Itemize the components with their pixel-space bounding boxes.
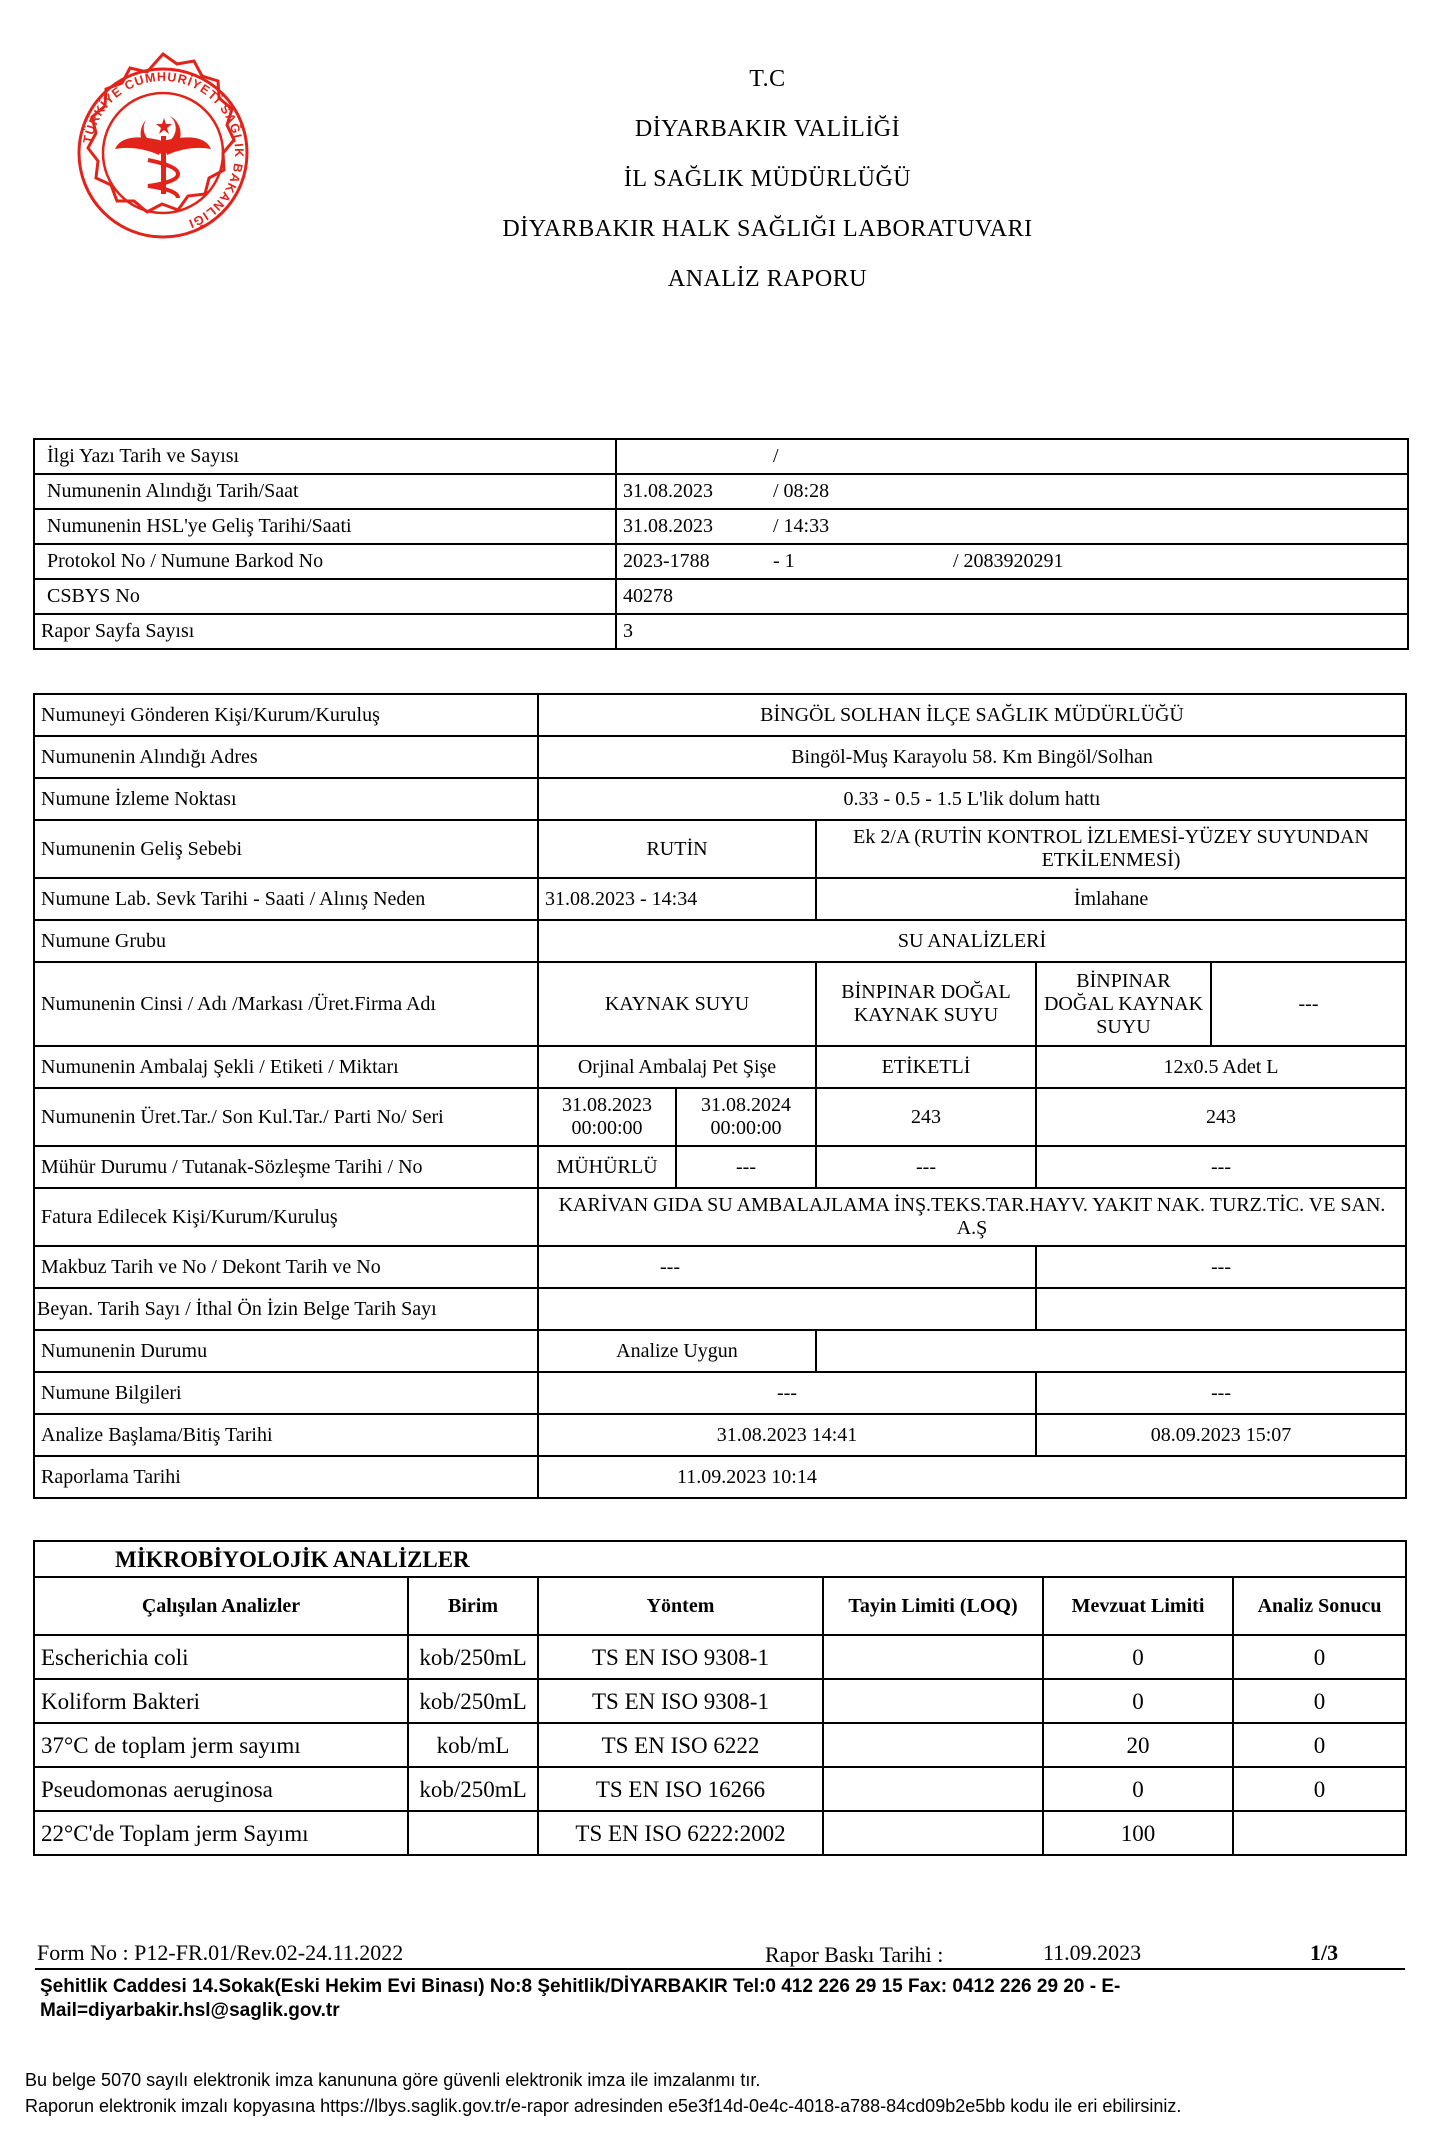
table-row: [34, 1046, 1406, 1088]
csbys-label: CSBYS No: [34, 579, 616, 614]
analysis-name: 22°C'de Toplam jerm Sayımı: [34, 1811, 408, 1855]
sample-info-value-1: ---: [538, 1372, 1036, 1414]
column-header: Yöntem: [538, 1577, 823, 1635]
protocol-label: Protokol No / Numune Barkod No: [34, 544, 616, 579]
loq: [823, 1723, 1043, 1767]
sampling-datetime-value: 31.08.2023 / 08:28: [616, 474, 1408, 509]
svg-text:TÜRKİYE CUMHURİYETİ SAĞLIK BAK: TÜRKİYE CUMHURİYETİ SAĞLIK BAKANLIĞI: [80, 69, 247, 232]
sample-group-label: Numune Grubu: [34, 920, 538, 962]
method: TS EN ISO 9308-1: [538, 1635, 823, 1679]
sample-firm-value: ---: [1211, 962, 1406, 1046]
seal-status: MÜHÜRLÜ: [538, 1146, 676, 1188]
analysis-start: 31.08.2023 14:41: [538, 1414, 1036, 1456]
table-row: [34, 1767, 1406, 1811]
footer-divider: [35, 1968, 1405, 1970]
protocol-value: 2023-1788 - 1 / 2083920291: [616, 544, 1408, 579]
regulation-limit: 0: [1043, 1635, 1233, 1679]
reason-detail: Ek 2/A (RUTİN KONTROL İZLEMESİ-YÜZEY SUYUNDAN ETKİLENMESİ): [816, 820, 1406, 878]
regulation-limit: 100: [1043, 1811, 1233, 1855]
sample-brand-value: BİNPINAR DOĞAL KAYNAK SUYU: [1036, 962, 1211, 1046]
monitoring-point-value: 0.33 - 0.5 - 1.5 L'lik dolum hattı: [538, 778, 1406, 820]
sampling-datetime-label: Numunenin Alındığı Tarih/Saat: [34, 474, 616, 509]
amount-value: 12x0.5 Adet L: [1036, 1046, 1406, 1088]
sender-value: BİNGÖL SOLHAN İLÇE SAĞLIK MÜDÜRLÜĞÜ: [538, 694, 1406, 736]
declaration-label: Beyan. Tarih Sayı / İthal Ön İzin Belge Tarih Sayı: [34, 1288, 538, 1330]
header-tc: T.C: [749, 66, 786, 92]
address-label: Numunenin Alındığı Adres: [34, 736, 538, 778]
column-header: Birim: [408, 1577, 538, 1635]
table-row: [34, 509, 1408, 544]
lot-number: 243: [816, 1088, 1036, 1146]
dekont-value: ---: [1036, 1246, 1406, 1288]
unit: kob/250mL: [408, 1635, 538, 1679]
sample-state-label: Numunenin Durumu: [34, 1330, 538, 1372]
table-row: [34, 962, 1406, 1046]
table-row: [34, 1372, 1406, 1414]
reference-letter-value: /: [616, 439, 1408, 474]
monitoring-point-label: Numune İzleme Noktası: [34, 778, 538, 820]
sample-name-value: BİNPINAR DOĞAL KAYNAK SUYU: [816, 962, 1036, 1046]
analysis-name: 37°C de toplam jerm sayımı: [34, 1723, 408, 1767]
analysis-end: 08.09.2023 15:07: [1036, 1414, 1406, 1456]
production-label: Numunenin Üret.Tar./ Son Kul.Tar./ Parti No/ Seri: [34, 1088, 538, 1146]
sample-kind-value: KAYNAK SUYU: [538, 962, 816, 1046]
invoice-value: KARİVAN GIDA SU AMBALAJLAMA İNŞ.TEKS.TAR.HAYV. YAKIT NAK. TURZ.TİC. VE SAN. A.Ş: [538, 1188, 1406, 1246]
reason-value: RUTİN: [538, 820, 816, 878]
e-report-link-note: Raporun elektronik imzalı kopyasına https://lbys.saglik.gov.tr/e-rapor adresinden e5e3f14d-0e4c-4018-a788-84cd09b2e5bb kodu ile eri ebilirsiniz.: [25, 2096, 1182, 2116]
result: 0: [1233, 1723, 1406, 1767]
table-row: [34, 1811, 1406, 1855]
table-row: [34, 439, 1408, 474]
seal-value-4: ---: [1036, 1146, 1406, 1188]
receipt-label: Makbuz Tarih ve No / Dekont Tarih ve No: [34, 1246, 538, 1288]
microbiology-table: [33, 1540, 1407, 1856]
table-row: [34, 778, 1406, 820]
table-row: [34, 1146, 1406, 1188]
header-report-title: ANALİZ RAPORU: [667, 266, 868, 292]
table-row: [34, 474, 1408, 509]
seal-value-3: ---: [816, 1146, 1036, 1188]
analysis-name: Escherichia coli: [34, 1635, 408, 1679]
label-value: ETİKETLİ: [816, 1046, 1036, 1088]
table-row: [34, 920, 1406, 962]
form-number: Form No : P12-FR.01/Rev.02-24.11.2022: [37, 1940, 404, 1965]
method: TS EN ISO 9308-1: [538, 1679, 823, 1723]
declaration-value: [538, 1288, 1036, 1330]
table-row: [34, 694, 1406, 736]
sample-info-label: Numune Bilgileri: [34, 1372, 538, 1414]
packaging-label: Numunenin Ambalaj Şekli / Etiketi / Miktarı: [34, 1046, 538, 1088]
table-row: [34, 1723, 1406, 1767]
lab-shipment-reason: İmlahane: [816, 878, 1406, 920]
regulation-limit: 20: [1043, 1723, 1233, 1767]
packaging-value: Orjinal Ambalaj Pet Şişe: [538, 1046, 816, 1088]
serial-number: 243: [1036, 1088, 1406, 1146]
loq: [823, 1679, 1043, 1723]
table-row: [34, 1635, 1406, 1679]
receipt-value: ---: [538, 1246, 1036, 1288]
table-row: [34, 1188, 1406, 1246]
method: TS EN ISO 6222:2002: [538, 1811, 823, 1855]
method: TS EN ISO 6222: [538, 1723, 823, 1767]
table-row: [34, 736, 1406, 778]
table-row: [34, 1541, 1406, 1577]
regulation-limit: 0: [1043, 1767, 1233, 1811]
sample-state-value: Analize Uygun: [538, 1330, 816, 1372]
result: 0: [1233, 1679, 1406, 1723]
expiry-date: 31.08.2024 00:00:00: [676, 1088, 816, 1146]
sample-kind-label: Numunenin Cinsi / Adı /Markası /Üret.Firma Adı: [34, 962, 538, 1046]
loq: [823, 1767, 1043, 1811]
report-meta-table: [33, 438, 1409, 650]
table-row: [34, 544, 1408, 579]
reason-label: Numunenin Geliş Sebebi: [34, 820, 538, 878]
sample-info-table: [33, 693, 1407, 1499]
header-directorate: İL SAĞLIK MÜDÜRLÜĞÜ: [623, 166, 912, 192]
unit: kob/250mL: [408, 1679, 538, 1723]
reporting-date-value: 11.09.2023 10:14: [538, 1456, 1406, 1498]
import-permit-value: [1036, 1288, 1406, 1330]
sender-label: Numuneyi Gönderen Kişi/Kurum/Kuruluş: [34, 694, 538, 736]
table-row: [34, 1456, 1406, 1498]
table-row: [34, 579, 1408, 614]
table-header-row: [34, 1577, 1406, 1635]
page-number: 1/3: [1310, 1940, 1339, 1965]
unit: kob/mL: [408, 1723, 538, 1767]
print-date: 11.09.2023: [1043, 1940, 1142, 1965]
table-row: [34, 820, 1406, 878]
result: 0: [1233, 1767, 1406, 1811]
column-header: Mevzuat Limiti: [1043, 1577, 1233, 1635]
sample-info-value-2: ---: [1036, 1372, 1406, 1414]
unit: kob/250mL: [408, 1767, 538, 1811]
lab-address: Şehitlik Caddesi 14.Sokak(Eski Hekim Evi Binası) No:8 Şehitlik/DİYARBAKIR Tel:0 412 226 29 15 Fax: 0412 226 29 20 - E-Mail=diyarbakir.hsl@saglik.gov.tr: [40, 1976, 1121, 2021]
header-laboratory: DİYARBAKIR HALK SAĞLIĞI LABORATUVARI: [502, 216, 1033, 242]
sample-group-value: SU ANALİZLERİ: [538, 920, 1406, 962]
csbys-value: 40278: [616, 579, 1408, 614]
table-row: [34, 1246, 1406, 1288]
table-row: [34, 878, 1406, 920]
lab-shipment-label: Numune Lab. Sevk Tarihi - Saati / Alınış Neden: [34, 878, 538, 920]
lab-shipment-value: 31.08.2023 - 14:34: [538, 878, 816, 920]
table-row: [34, 1330, 1406, 1372]
production-date: 31.08.2023 00:00:00: [538, 1088, 676, 1146]
unit: [408, 1811, 538, 1855]
regulation-limit: 0: [1043, 1679, 1233, 1723]
page-count-label: Rapor Sayfa Sayısı: [34, 614, 616, 649]
table-row: [34, 1414, 1406, 1456]
result: 0: [1233, 1635, 1406, 1679]
table-row: [34, 1288, 1406, 1330]
analysis-name: Pseudomonas aeruginosa: [34, 1767, 408, 1811]
section-title: MİKROBİYOLOJİK ANALİZLER: [34, 1541, 1406, 1577]
arrival-datetime-value: 31.08.2023 / 14:33: [616, 509, 1408, 544]
print-date-label: Rapor Baskı Tarihi :: [765, 1942, 944, 1967]
table-row: [34, 1088, 1406, 1146]
seal-value-2: ---: [676, 1146, 816, 1188]
reference-letter-label: İlgi Yazı Tarih ve Sayısı: [34, 439, 616, 474]
column-header: Analiz Sonucu: [1233, 1577, 1406, 1635]
address-value: Bingöl-Muş Karayolu 58. Km Bingöl/Solhan: [538, 736, 1406, 778]
method: TS EN ISO 16266: [538, 1767, 823, 1811]
table-row: [34, 1679, 1406, 1723]
invoice-label: Fatura Edilecek Kişi/Kurum/Kuruluş: [34, 1188, 538, 1246]
sample-state-extra: [816, 1330, 1406, 1372]
analysis-dates-label: Analize Başlama/Bitiş Tarihi: [34, 1414, 538, 1456]
arrival-datetime-label: Numunenin HSL'ye Geliş Tarihi/Saati: [34, 509, 616, 544]
page-count-value: 3: [616, 614, 1408, 649]
loq: [823, 1811, 1043, 1855]
loq: [823, 1635, 1043, 1679]
table-row: [34, 614, 1408, 649]
column-header: Çalışılan Analizler: [34, 1577, 408, 1635]
column-header: Tayin Limiti (LOQ): [823, 1577, 1043, 1635]
header-governorship: DİYARBAKIR VALİLİĞİ: [634, 116, 901, 142]
result: [1233, 1811, 1406, 1855]
reporting-date-label: Raporlama Tarihi: [34, 1456, 538, 1498]
analysis-name: Koliform Bakteri: [34, 1679, 408, 1723]
seal-label: Mühür Durumu / Tutanak-Sözleşme Tarihi / No: [34, 1146, 538, 1188]
e-signature-note: Bu belge 5070 sayılı elektronik imza kanununa göre güvenli elektronik imza ile imzalanmı tır.: [25, 2070, 761, 2090]
